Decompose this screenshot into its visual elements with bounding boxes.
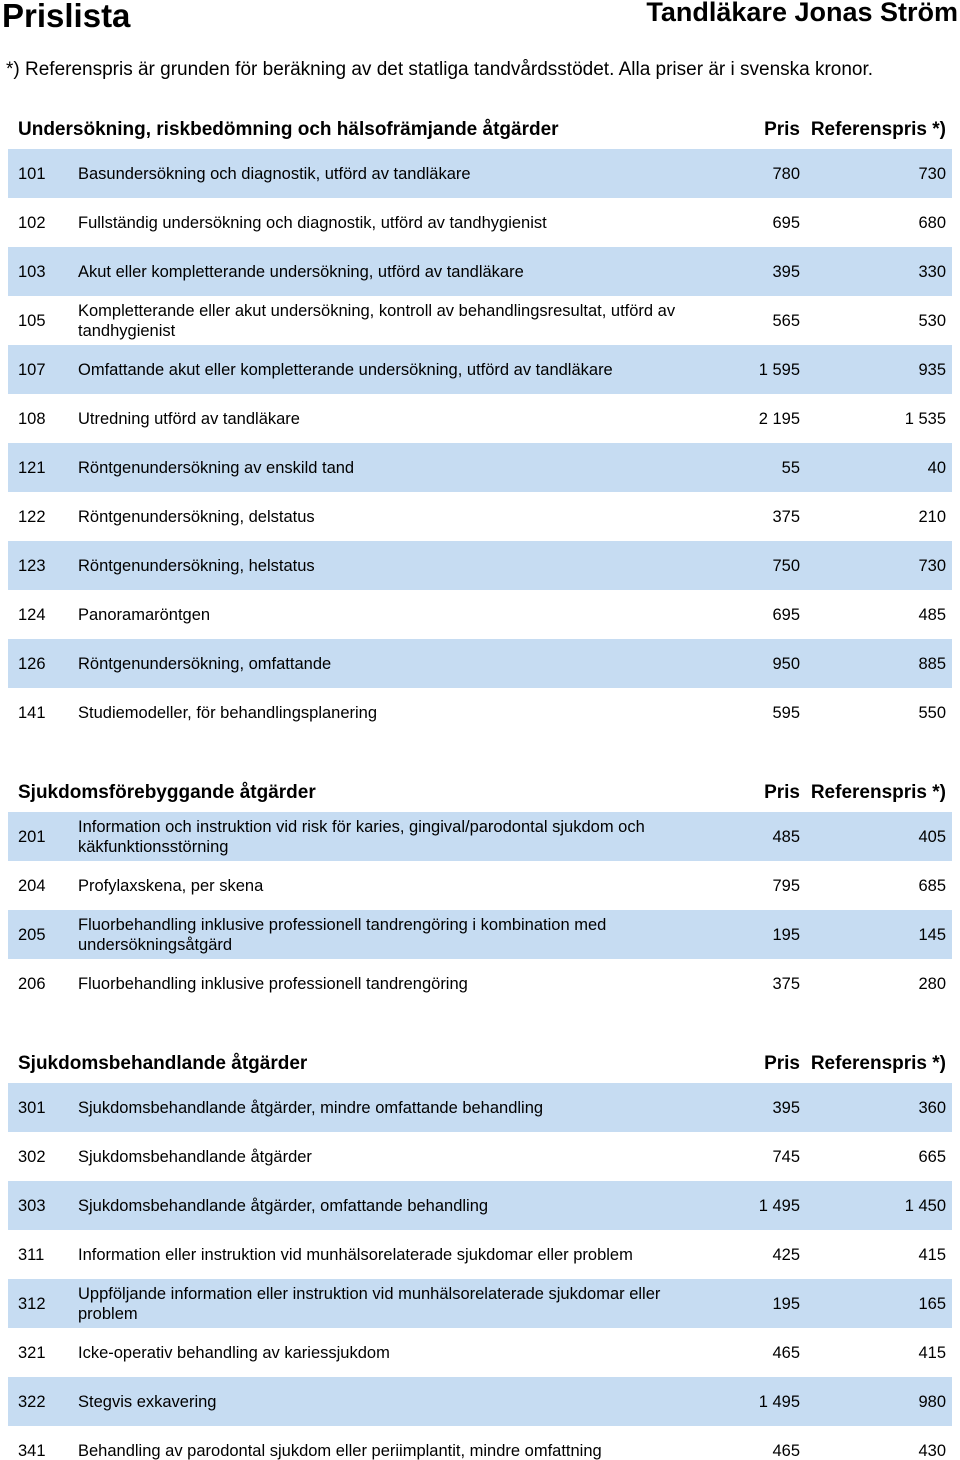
row-code: 206 [18,974,46,993]
reference-price-column-header: Referenspris *) [810,782,946,803]
price-row [8,1132,952,1181]
reference-price-column-header: Referenspris *) [810,1053,946,1074]
row-code: 311 [18,1245,45,1264]
row-price: 780 [772,164,800,183]
row-description: Röntgenundersökning av enskild tand [78,458,355,477]
price-row [8,959,952,1008]
row-price: 745 [772,1147,800,1166]
row-code: 322 [18,1392,46,1411]
row-code: 301 [18,1098,46,1117]
row-price: 375 [772,974,800,993]
price-row [8,688,952,737]
row-reference-price: 1 450 [904,1196,946,1215]
row-price: 2 195 [758,409,800,428]
row-description: Fluorbehandling inklusive professionell tandrengöring [78,974,468,993]
row-price: 695 [772,213,800,232]
reference-price-column-header: Referenspris *) [810,119,946,140]
row-reference-price: 685 [918,876,946,895]
row-reference-price: 40 [927,458,946,477]
row-price: 1 495 [758,1196,800,1215]
section-examination [8,109,952,737]
row-description: Basundersökning och diagnostik, utförd av tandläkare [78,164,471,183]
price-row [8,910,952,959]
row-reference-price: 665 [918,1147,946,1166]
row-price: 395 [772,262,800,281]
row-code: 107 [18,360,46,379]
price-row [8,1426,952,1460]
row-description: Fluorbehandling inklusive professionell tandrengöring i kombination med undersökningsåtgärd [78,915,607,954]
price-row [8,812,952,861]
row-reference-price: 980 [918,1392,946,1411]
row-description: Röntgenundersökning, delstatus [78,507,315,526]
section-title: Undersökning, riskbedömning och hälsofrämjande åtgärder [18,119,559,140]
section-header [8,1043,952,1083]
row-code: 122 [18,507,46,526]
row-price: 425 [772,1245,800,1264]
row-description: Behandling av parodontal sjukdom eller periimplantit, mindre omfattning [78,1441,602,1460]
row-description: Sjukdomsbehandlande åtgärder [78,1147,312,1166]
section-header [8,109,952,149]
row-reference-price: 360 [918,1098,946,1117]
row-price: 750 [772,556,800,575]
row-reference-price: 330 [918,262,946,281]
row-code: 102 [18,213,46,232]
price-row [8,296,952,345]
row-code: 141 [18,703,46,722]
row-description: Fullständig undersökning och diagnostik, utförd av tandhygienist [78,213,547,232]
price-row [8,1181,952,1230]
row-reference-price: 485 [918,605,946,624]
price-row [8,541,952,590]
row-reference-price: 935 [918,360,946,379]
row-code: 312 [18,1294,46,1313]
company-name: Tandläkare Jonas Ström [646,0,958,27]
row-price: 1 495 [758,1392,800,1411]
price-row [8,861,952,910]
row-description: Röntgenundersökning, omfattande [78,654,332,673]
row-code: 105 [18,311,46,330]
row-reference-price: 405 [918,827,946,846]
row-price: 465 [772,1441,800,1460]
row-description: Sjukdomsbehandlande åtgärder, mindre omfattande behandling [78,1098,544,1117]
row-description: Omfattande akut eller kompletterande undersökning, utförd av tandläkare [78,360,613,379]
row-code: 204 [18,876,46,895]
row-code: 205 [18,925,46,944]
row-reference-price: 145 [918,925,946,944]
section-title: Sjukdomsbehandlande åtgärder [18,1053,308,1074]
row-price: 395 [772,1098,800,1117]
row-code: 101 [18,164,46,183]
row-reference-price: 885 [918,654,946,673]
price-row [8,1328,952,1377]
section-prevention [8,772,952,1008]
row-description: Panoramaröntgen [78,605,211,624]
price-row [8,247,952,296]
price-row [8,639,952,688]
section-treatment [8,1043,952,1460]
row-description: Röntgenundersökning, helstatus [78,556,315,575]
row-code: 201 [18,827,46,846]
price-column-header: Pris [764,782,800,803]
row-reference-price: 1 535 [904,409,946,428]
price-row [8,1377,952,1426]
reference-price-note: *) Referenspris är grunden för beräkning av det statliga tandvårdsstödet. Alla priser är i svenska kronor. [6,59,874,80]
row-price: 195 [772,1294,800,1313]
row-code: 341 [18,1441,46,1460]
page-header [0,0,960,40]
price-row [8,345,952,394]
price-row [8,1230,952,1279]
row-code: 123 [18,556,46,575]
price-row [8,1279,952,1328]
row-description: Information och instruktion vid risk för karies, gingival/parodontal sjukdom och käkfunktionsstörning [78,817,645,856]
section-title: Sjukdomsförebyggande åtgärder [18,782,316,803]
section-header [8,772,952,812]
row-reference-price: 210 [918,507,946,526]
row-code: 121 [18,458,46,477]
price-row [8,198,952,247]
row-code: 302 [18,1147,46,1166]
row-code: 124 [18,605,46,624]
row-price: 695 [772,605,800,624]
price-row [8,492,952,541]
row-price: 55 [781,458,800,477]
page-title: Prislista [2,0,131,34]
row-reference-price: 530 [918,311,946,330]
price-row [8,590,952,639]
row-reference-price: 550 [918,703,946,722]
row-reference-price: 165 [918,1294,946,1313]
row-description: Uppföljande information eller instruktion vid munhälsorelaterade sjukdomar eller problem [78,1284,661,1323]
row-description: Information eller instruktion vid munhälsorelaterade sjukdomar eller problem [78,1245,633,1264]
price-column-header: Pris [764,119,800,140]
row-reference-price: 415 [918,1343,946,1362]
price-row [8,149,952,198]
row-price: 595 [772,703,800,722]
row-price: 950 [772,654,800,673]
row-price: 795 [772,876,800,895]
row-reference-price: 415 [918,1245,946,1264]
row-code: 108 [18,409,46,428]
row-price: 1 595 [758,360,800,379]
price-row [8,394,952,443]
row-description: Akut eller kompletterande undersökning, utförd av tandläkare [78,262,524,281]
row-code: 321 [18,1343,46,1362]
row-code: 103 [18,262,46,281]
row-price: 195 [772,925,800,944]
price-row [8,1083,952,1132]
row-reference-price: 730 [918,556,946,575]
row-price: 485 [772,827,800,846]
row-code: 126 [18,654,46,673]
row-price: 375 [772,507,800,526]
row-description: Icke-operativ behandling av kariessjukdom [78,1343,390,1362]
row-description: Utredning utförd av tandläkare [78,409,300,428]
row-reference-price: 280 [918,974,946,993]
row-price: 565 [772,311,800,330]
row-description: Sjukdomsbehandlande åtgärder, omfattande behandling [78,1196,489,1215]
row-code: 303 [18,1196,46,1215]
row-description: Profylaxskena, per skena [78,876,264,895]
row-description: Kompletterande eller akut undersökning, kontroll av behandlingsresultat, utförd av tandhygienist [78,301,676,340]
row-description: Stegvis exkavering [78,1392,217,1411]
row-description: Studiemodeller, för behandlingsplanering [78,703,378,722]
row-reference-price: 680 [918,213,946,232]
row-price: 465 [772,1343,800,1362]
price-row [8,443,952,492]
price-column-header: Pris [764,1053,800,1074]
row-reference-price: 730 [918,164,946,183]
row-reference-price: 430 [918,1441,946,1460]
